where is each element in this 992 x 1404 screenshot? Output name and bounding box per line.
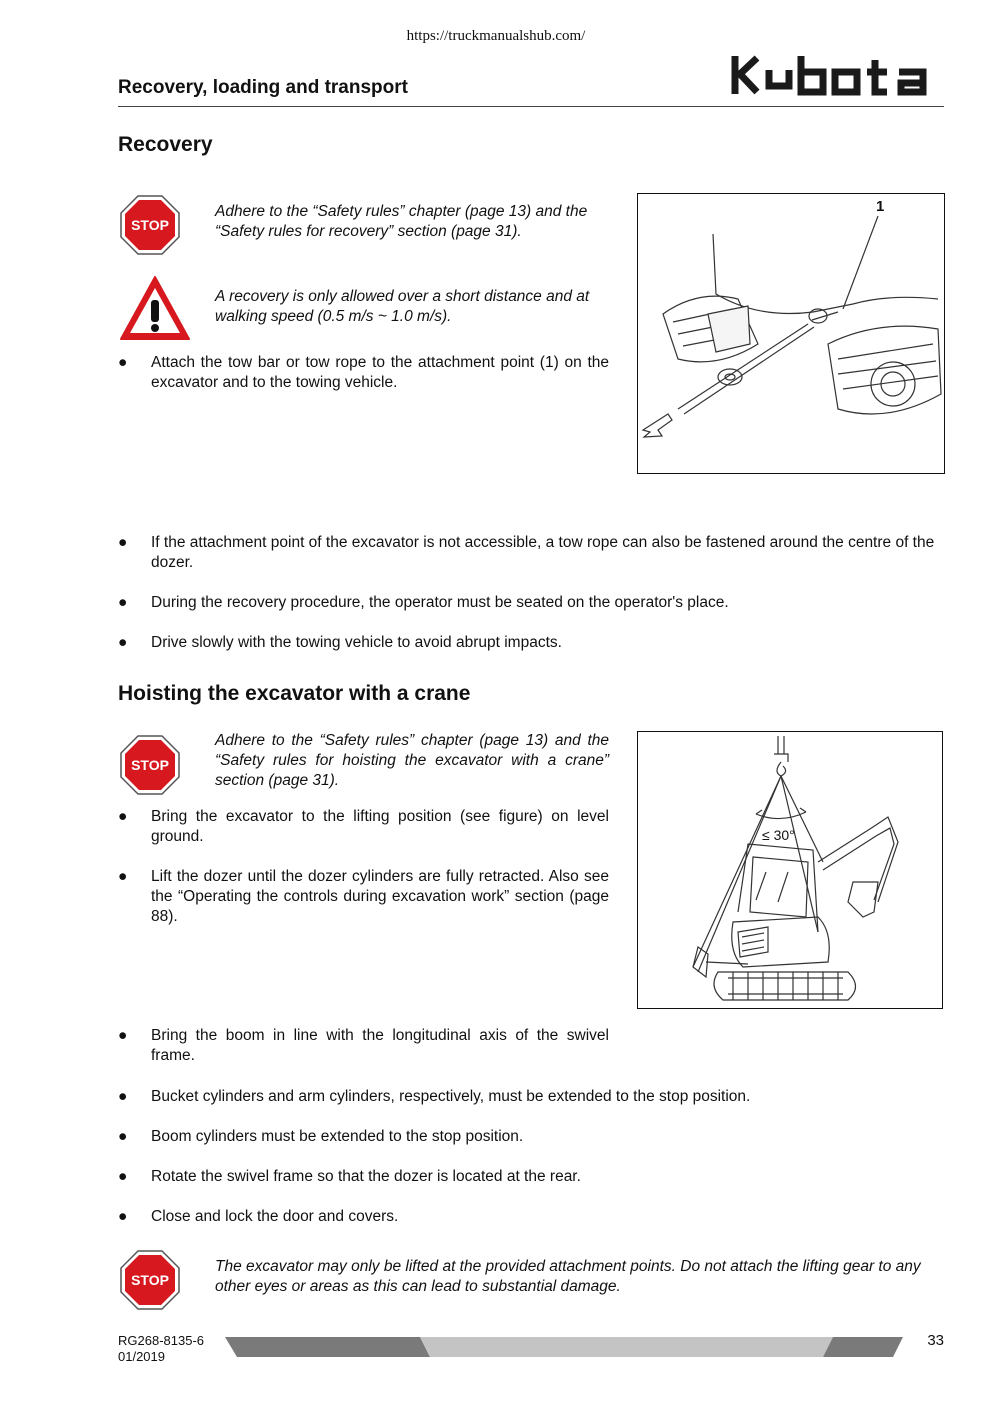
bullet-icon: ● bbox=[118, 1128, 128, 1145]
section-title: Recovery, loading and transport bbox=[118, 77, 408, 98]
recovery-warning-note: A recovery is only allowed over a short distance and at walking speed (0.5 m/s ~ 1.0 m/s). bbox=[215, 288, 590, 325]
crane-figure bbox=[637, 731, 943, 1009]
bullet-icon: ● bbox=[118, 1168, 128, 1185]
bullet-icon: ● bbox=[118, 634, 128, 651]
svg-text:STOP: STOP bbox=[131, 217, 169, 233]
source-url: https://truckmanualshub.com/ bbox=[406, 28, 586, 44]
doc-code: RG268-8135-6 bbox=[118, 1333, 204, 1348]
figure-callout-1: 1 bbox=[876, 198, 885, 215]
doc-date: 01/2019 bbox=[118, 1349, 165, 1364]
bullet-icon: ● bbox=[118, 1088, 128, 1105]
bullet-icon: ● bbox=[118, 1027, 128, 1044]
page-number: 33 bbox=[927, 1332, 944, 1349]
stop-sign-icon bbox=[120, 735, 180, 800]
stop-sign-icon bbox=[120, 1250, 180, 1315]
kubota-logo bbox=[729, 52, 944, 103]
bullet-icon: ● bbox=[118, 808, 128, 825]
lifting-warning-note: The excavator may only be lifted at the provided attachment points. Do not attach the lifting gear to any other eyes or areas as this can lead to substantial damage. bbox=[215, 1258, 921, 1295]
footer-bar bbox=[225, 1337, 903, 1362]
hoisting-heading: Hoisting the excavator with a crane bbox=[118, 682, 471, 705]
bullet-icon: ● bbox=[118, 1208, 128, 1225]
bullet-icon: ● bbox=[118, 868, 128, 885]
recovery-heading: Recovery bbox=[118, 133, 213, 156]
bullet-icon: ● bbox=[118, 594, 128, 611]
bullet-icon: ● bbox=[118, 354, 128, 371]
stop-sign-icon bbox=[120, 195, 180, 260]
hoisting-safety-note: Adhere to the “Safety rules” chapter (page 13) and the “Safety rules for hoisting the excavator with a crane” section (page 31). bbox=[215, 732, 609, 789]
footer-doc-info bbox=[118, 1333, 204, 1365]
warning-triangle-icon bbox=[118, 274, 192, 347]
svg-text:STOP: STOP bbox=[131, 757, 169, 773]
bullet-icon: ● bbox=[118, 534, 128, 551]
figure-angle-label: ≤ 30° bbox=[762, 827, 795, 843]
recovery-safety-note: Adhere to the “Safety rules” chapter (page 13) and the “Safety rules for recovery” section (page 31). bbox=[215, 203, 588, 240]
svg-text:STOP: STOP bbox=[131, 1272, 169, 1288]
header-rule bbox=[118, 106, 944, 107]
tow-figure bbox=[637, 193, 945, 474]
